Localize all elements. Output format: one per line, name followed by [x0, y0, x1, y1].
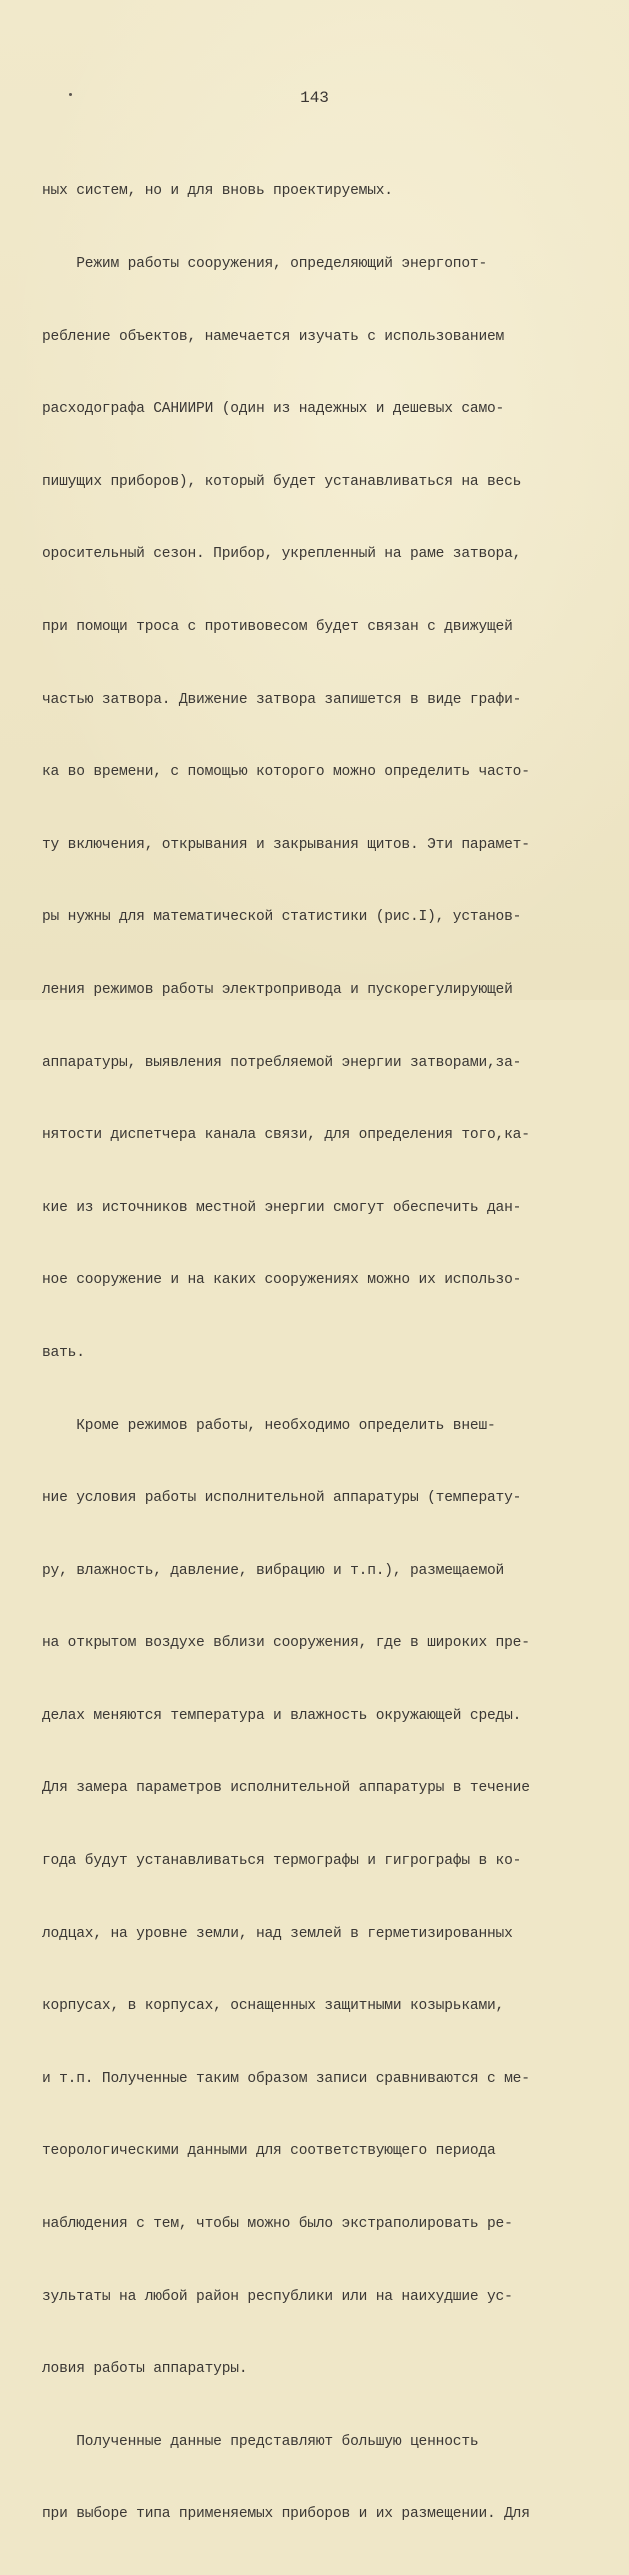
text-line: частью затвора. Движение затвора запишется в виде графи- — [42, 691, 522, 708]
text-line: Кроме режимов работы, необходимо определить внеш- — [42, 1417, 496, 1434]
text-line: ру, влажность, давление, вибрацию и т.п.), размещаемой — [42, 1562, 505, 1579]
text-line: лодцах, на уровне земли, над землей в герметизированных — [42, 1925, 513, 1942]
text-line: корпусах, в корпусах, оснащенных защитными козырьками, — [42, 1998, 505, 2015]
text-line: ту включения, открывания и закрывания щитов. Эти парамет- — [42, 836, 530, 853]
text-line: ка во времени, с помощью которого можно определить часто- — [42, 764, 530, 781]
text-line: Режим работы сооружения, определяющий энергопот- — [42, 256, 487, 272]
text-line: аппаратуры, выявления потребляемой энергии затворами,за- — [42, 1054, 522, 1071]
text-line: наблюдения с тем, чтобы можно было экстраполировать ре- — [42, 2216, 513, 2233]
text-line: и т.п. Полученные таким образом записи сравниваются с ме- — [42, 2070, 530, 2087]
text-line: делах меняются температура и влажность окружающей среды. — [42, 1707, 522, 1724]
text-line: Для замера параметров исполнительной аппаратуры в течение — [42, 1780, 530, 1797]
text-line: расходографа САНИИРИ (один из надежных и дешевых само- — [42, 401, 505, 418]
text-line: ребление объектов, намечается изучать с использованием — [42, 328, 505, 345]
text-line: вать. — [42, 1344, 85, 1361]
text-line: зультаты на любой район республики или на наихудшие ус- — [42, 2288, 513, 2305]
text-line: кие из источников местной энергии смогут обеспечить дан- — [42, 1199, 522, 1216]
text-line: нятости диспетчера канала связи, для определения того,ка- — [42, 1127, 530, 1144]
text-line: года будут устанавливаться термографы и гигрографы в ко- — [42, 1853, 522, 1870]
text-line: оросительный сезон. Прибор, укрепленный на раме затвора, — [42, 546, 522, 563]
body-text — [42, 131, 562, 2575]
text-line: на открытом воздухе вблизи сооружения, где в широких пре- — [42, 1635, 530, 1652]
text-line: ных систем, но и для вновь проектируемых. — [42, 183, 393, 200]
text-line: ления режимов работы электропривода и пускорегулирующей — [42, 981, 513, 998]
text-line: ное сооружение и на каких сооружениях можно их использо- — [42, 1272, 522, 1289]
text-line: ловия работы аппаратуры. — [42, 2361, 248, 2378]
text-line: теорологическими данными для соответствующего периода — [42, 2143, 496, 2160]
text-line: пишущих приборов), который будет устанавливаться на весь — [42, 473, 522, 490]
text-line: ры нужны для математической статистики (рис.I), установ- — [42, 909, 522, 926]
text-line: при выборе типа применяемых приборов и их размещении. Для — [42, 2506, 530, 2523]
text-line: при помощи троса с противовесом будет связан с движущей — [42, 618, 513, 635]
page-number: 143 — [300, 89, 329, 107]
text-line: ние условия работы исполнительной аппаратуры (температу- — [42, 1490, 522, 1507]
text-line: Полученные данные представляют большую ценность — [42, 2433, 479, 2450]
